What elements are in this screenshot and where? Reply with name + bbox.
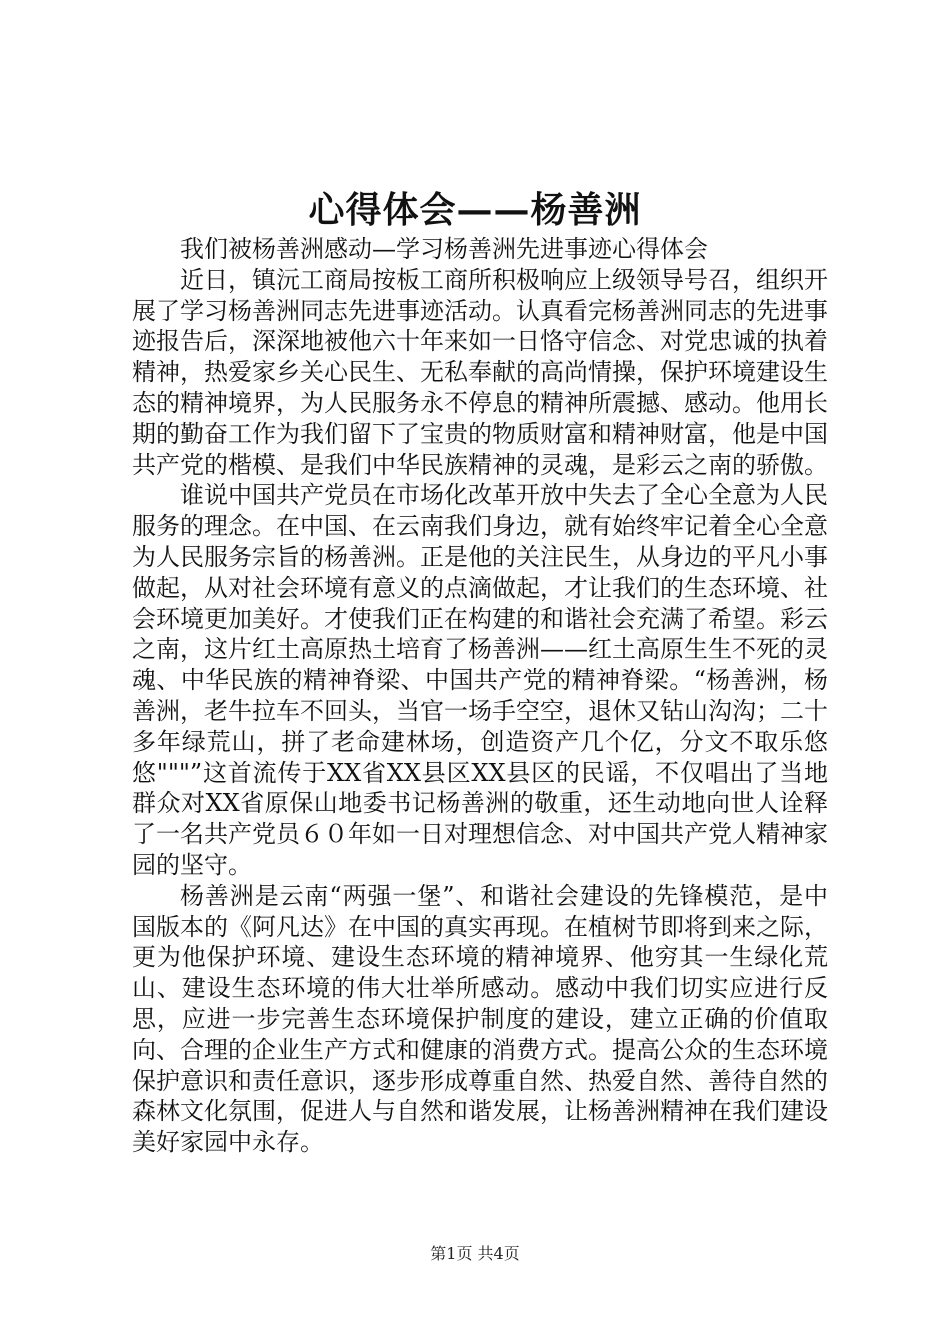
body-paragraph-3: 杨善洲是云南“两强一堡”、和谐社会建设的先锋模范，是中国版本的《阿凡达》在中国的真实再现。在植树节即将到来之际，更为他保护环境、建设生态环境的精神境界、他穷其一生绿化荒山、建设生态环境的伟大壮举所感动。感动中我们切实应进行反思，应进一步完善生态环境保护制度的建设，建立正确的价值取向、合理的企业生产方式和健康的消费方式。提高公众的生态环境保护意识和责任意识，逐步形成尊重自然、热爱自然、善待自然的森林文化氛围，促进人与自然和谐发展，让杨善洲精神在我们建设美好家园中永存。 [132, 881, 828, 1157]
page-title: 心得体会——杨善洲 [308, 189, 642, 231]
subtitle-paragraph: 我们被杨善洲感动—学习杨善洲先进事迹心得体会 [180, 235, 708, 263]
document-body [132, 234, 828, 1158]
page-footer: 第1页 共4页 [430, 1244, 520, 1263]
body-paragraph-2: 谁说中国共产党员在市场化改革开放中失去了全心全意为人民服务的理念。在中国、在云南我们身边，就有始终牢记着全心全意为人民服务宗旨的杨善洲。正是他的关注民生，从身边的平凡小事做起，从对社会环境有意义的点滴做起，才让我们的生态环境、社会环境更加美好。才使我们正在构建的和谐社会充满了希望。彩云之南，这片红土高原热土培育了杨善洲——红土高原生生不死的灵魂、中华民族的精神脊梁、中国共产党的精神脊梁。“杨善洲，杨善洲，老牛拉车不回头，当官一场手空空，退休又钻山沟沟；二十多年绿荒山，拼了老命建林场，创造资产几个亿，分文不取乐悠悠"""”这首流传于XX省XX县区XX县区的民谣，不仅唱出了当地群众对XX省原保山地委书记杨善洲的敬重，还生动地向世人诠释了一名共产党员６０年如一日对理想信念、对中国共产党人精神家园的坚守。 [132, 481, 828, 879]
body-paragraph-1: 近日，镇沅工商局按板工商所积极响应上级领导号召，组织开展了学习杨善洲同志先进事迹活动。认真看完杨善洲同志的先进事迹报告后，深深地被他六十年来如一日恪守信念、对党忠诚的执着精神，热爱家乡关心民生、无私奉献的高尚情操，保护环境建设生态的精神境界，为人民服务永不停息的精神所震撼、感动。他用长期的勤奋工作为我们留下了宝贵的物质财富和精神财富，他是中国共产党的楷模、是我们中华民族精神的灵魂，是彩云之南的骄傲。 [132, 265, 828, 479]
